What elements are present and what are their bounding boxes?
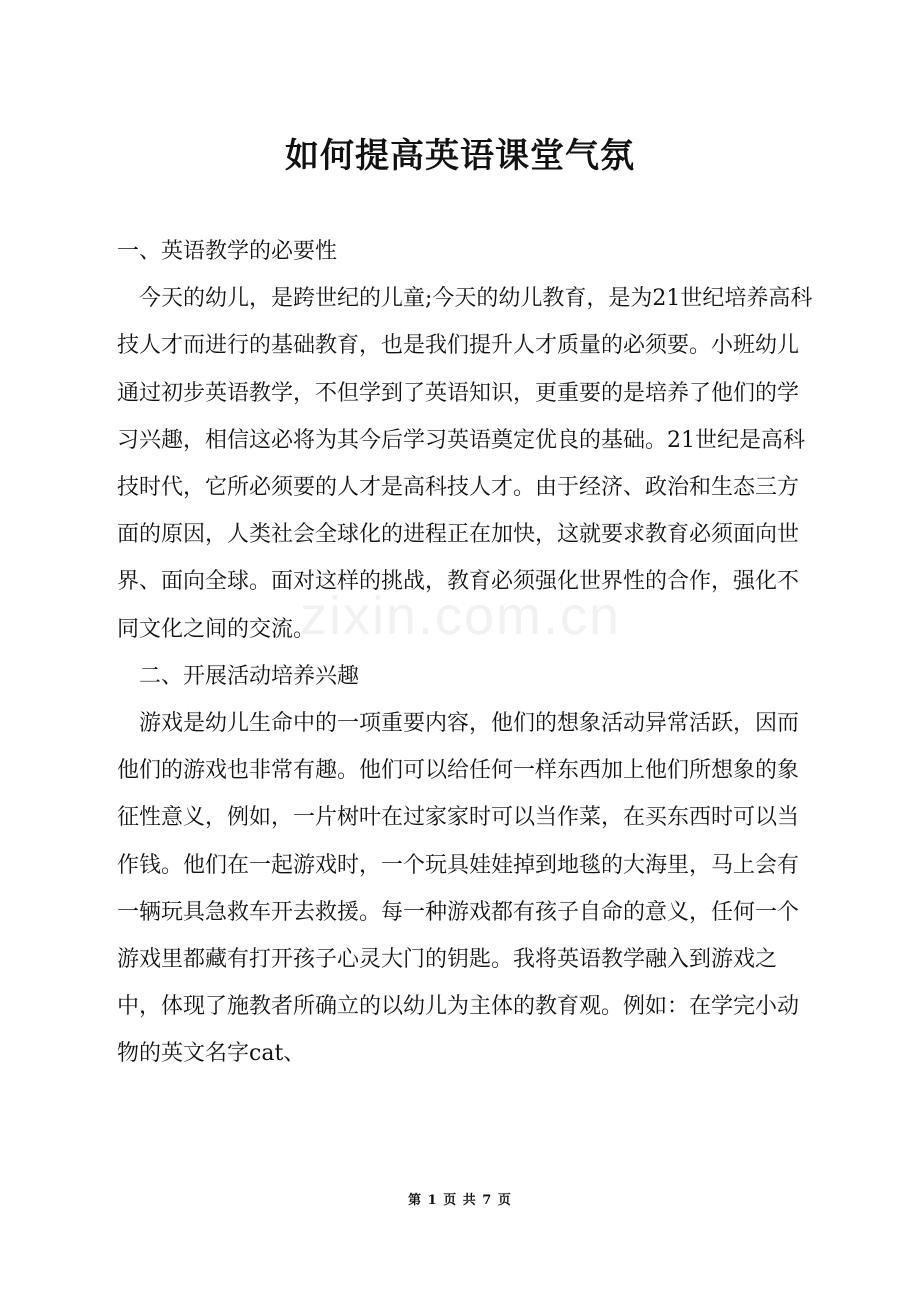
section-heading-1: 一、英语教学的必要性: [117, 239, 338, 264]
page-footer: 第 1 页 共 7 页: [408, 1193, 512, 1208]
watermark: zixin.com.cn: [300, 586, 622, 646]
document-title: 如何提高英语课堂气氛: [285, 136, 635, 176]
paragraph-1: 今天的幼儿，是跨世纪的儿童;今天的幼儿教育，是为21世纪培养高科技人才而进行的基础教育，也是我们提升人才质量的必须要。小班幼儿通过初步英语教学，不但学到了英语知识，更重要的是培养了他们的学习兴趣，相信这必将为其今后学习英语奠定优良的基础。21世纪是高科技时代，它所必须要的人才是高科技人才。由于经济、政治和生态三方面的原因，人类社会全球化的进程正在加快，这就要求教育必须面向世界、面向全球。面对这样的挑战，教育必须强化世界性的合作，强化不同文化之间的交流。: [117, 286, 813, 642]
paragraph-2: 游戏是幼儿生命中的一项重要内容，他们的想象活动异常活跃，因而他们的游戏也非常有趣。他们可以给任何一样东西加上他们所想象的象征性意义，例如，一片树叶在过家家时可以当作菜，在买东西时可以当作钱。他们在一起游戏时，一个玩具娃娃掉到地毯的大海里，马上会有一辆玩具急救车开去救援。每一种游戏都有孩子自命的意义，任何一个游戏里都藏有打开孩子心灵大门的钥匙。我将英语教学融入到游戏之中，体现了施教者所确立的以幼儿为主体的教育观。例如：在学完小动物的英文名字cat、: [117, 711, 800, 1067]
section-heading-2: 二、开展活动培养兴趣: [139, 663, 360, 689]
document-body: [117, 228, 817, 1078]
